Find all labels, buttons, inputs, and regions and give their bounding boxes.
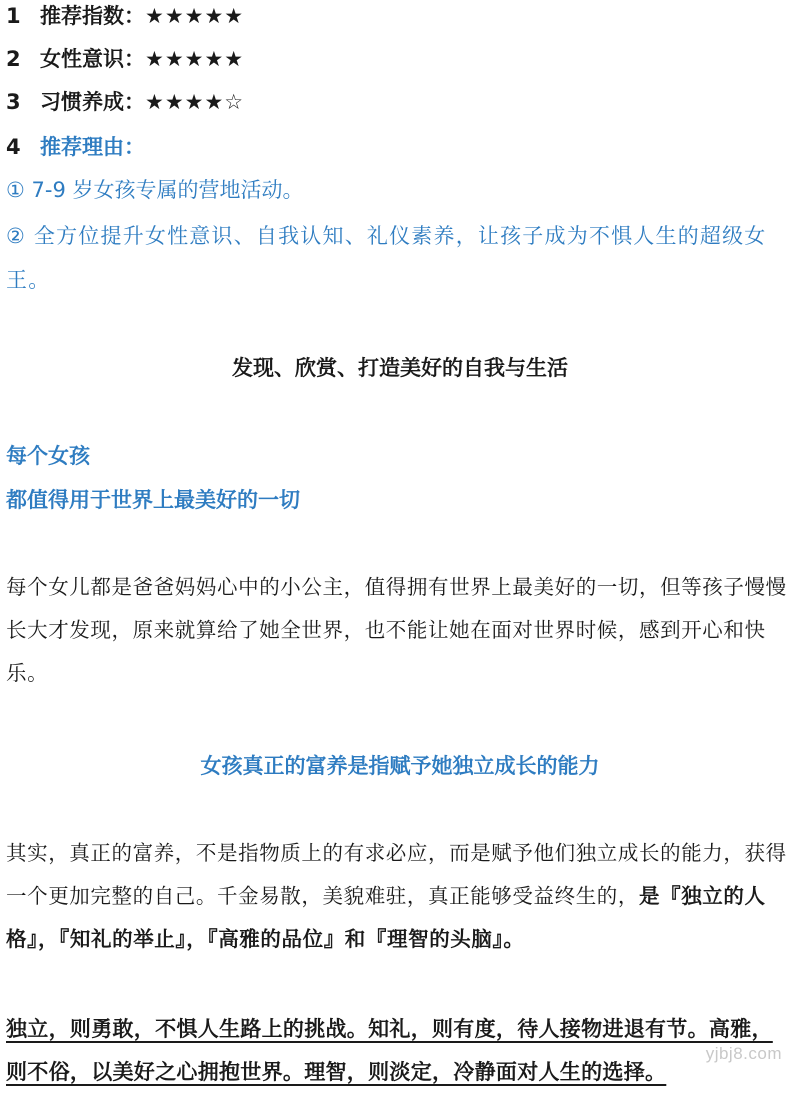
rating-number: 3 [6, 90, 21, 114]
star-rating: ★★★★☆ [145, 90, 245, 114]
reason-heading [6, 125, 792, 169]
watermark: yjbj8.com [705, 1044, 782, 1063]
star-rating: ★★★★★ [145, 47, 245, 71]
rating-number: 2 [6, 47, 21, 71]
reason-label: 推荐理由： [40, 135, 145, 159]
heading-line-2: 都值得用于世界上最美好的一切 [6, 488, 300, 512]
reason-point-1: ① 7-9 岁女孩专属的营地活动。 [6, 178, 304, 202]
rating-label: 推荐指数： [40, 4, 145, 28]
paragraph-text: 其实，真正的富养，不是指物质上的有求必应，而是赋予他们独立成长的能力，获得一个更加完整的自己。千金易散，美貌难驻，真正能够受益终生的， [6, 841, 787, 908]
rating-number: 1 [6, 4, 21, 28]
rating-row-female-awareness [6, 37, 792, 81]
underlined-summary [6, 1008, 780, 1094]
reason-point-2: ② 全方位提升女性意识、自我认知、礼仪素养，让孩子成为不惧人生的超级女王。 [6, 224, 767, 292]
reason-number: 4 [6, 135, 21, 159]
rating-label: 女性意识： [40, 47, 145, 71]
section-title: 发现、欣赏、打造美好的自我与生活 [232, 356, 568, 380]
heading-line-1: 每个女孩 [6, 444, 90, 468]
subheading-rich-upbringing: 女孩真正的富养是指赋予她独立成长的能力 [200, 754, 600, 778]
paragraph-rich-upbringing [6, 832, 792, 961]
underlined-text: 独立，则勇敢，不惧人生路上的挑战。知礼，则有度，待人接物进退有节。高雅，则不俗，以美好之心拥抱世界。理智，则淡定，冷静面对人生的选择。 [6, 1017, 773, 1084]
rating-row-habits [6, 80, 792, 124]
star-rating: ★★★★★ [145, 4, 245, 28]
paragraph-intro: 每个女儿都是爸爸妈妈心中的小公主，值得拥有世界上最美好的一切，但等孩子慢慢长大才发现，原来就算给了她全世界，也不能让她在面对世界时候，感到开心和快乐。 [6, 575, 787, 685]
rating-row-recommend [6, 0, 792, 38]
paragraph-bold-text: 是『独立的人格』，『知礼的举止』，『高雅的品位』和『理智的头脑』。 [6, 884, 766, 951]
rating-label: 习惯养成： [40, 90, 145, 114]
